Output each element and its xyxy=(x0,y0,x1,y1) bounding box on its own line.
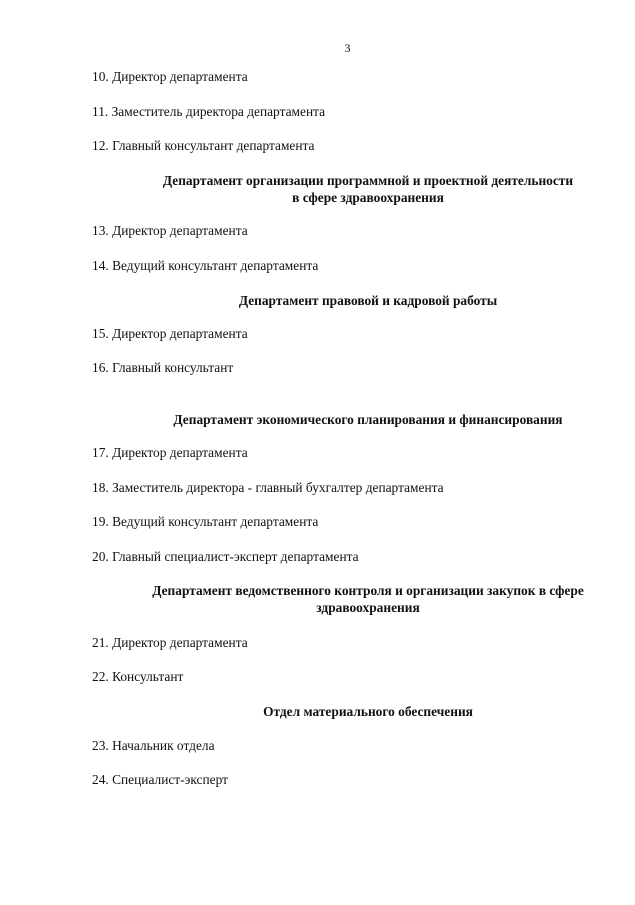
list-item: 12. Главный консультант департамента xyxy=(92,138,315,153)
section-heading xyxy=(90,292,635,309)
list-item: 19. Ведущий консультант департамента xyxy=(92,514,319,529)
section-heading xyxy=(90,582,635,616)
section-heading-line: в сфере здравоохранения xyxy=(292,190,444,205)
list-item: 15. Директор департамента xyxy=(92,326,248,341)
list-item: 11. Заместитель директора департамента xyxy=(92,104,326,119)
list-item: 16. Главный консультант xyxy=(92,360,234,375)
section-heading-line: Департамент ведомственного контроля и организации закупок в сфере xyxy=(152,583,584,598)
section-heading-line: Отдел материального обеспечения xyxy=(263,704,473,719)
list-item: 18. Заместитель директора - главный бухгалтер департамента xyxy=(92,480,444,495)
page-number: 3 xyxy=(344,41,351,55)
section-heading xyxy=(90,411,635,428)
section-heading-line: здравоохранения xyxy=(316,600,420,615)
list-item: 21. Директор департамента xyxy=(92,635,248,650)
section-heading-line: Департамент правовой и кадровой работы xyxy=(238,293,498,308)
list-item: 24. Специалист-эксперт xyxy=(92,772,228,787)
list-item: 20. Главный специалист-эксперт департамента xyxy=(92,549,359,564)
list-item: 23. Начальник отдела xyxy=(92,738,215,753)
section-heading xyxy=(90,172,635,206)
section-heading xyxy=(90,703,635,720)
list-item: 22. Консультант xyxy=(92,669,184,684)
list-item: 17. Директор департамента xyxy=(92,445,248,460)
list-item: 14. Ведущий консультант департамента xyxy=(92,258,319,273)
section-heading-line: Департамент экономического планирования и финансирования xyxy=(173,412,563,427)
list-item: 10. Директор департамента xyxy=(92,69,248,84)
section-heading-line: Департамент организации программной и проектной деятельности xyxy=(162,173,574,188)
list-item: 13. Директор департамента xyxy=(92,223,248,238)
